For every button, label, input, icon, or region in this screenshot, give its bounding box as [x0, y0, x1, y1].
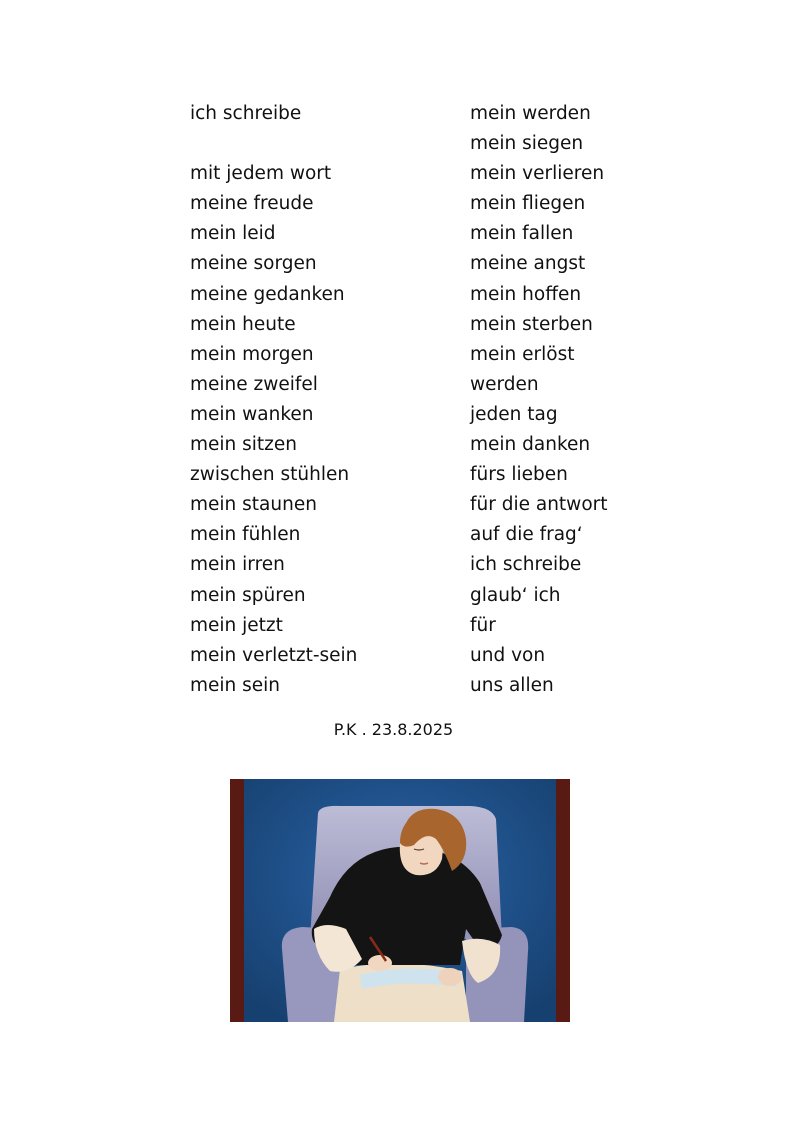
- poem-line: meine freude: [190, 193, 314, 215]
- poem-line: mein fühlen: [190, 524, 301, 546]
- poem-line: meine gedanken: [190, 283, 345, 305]
- poem-line: fürs lieben: [470, 464, 568, 486]
- hand-left: [368, 955, 392, 971]
- poem-line: und von: [470, 644, 546, 666]
- poem-line: für die antwort: [470, 494, 608, 516]
- poem-line: meine angst: [470, 253, 586, 275]
- poem-line: ich schreibe: [190, 103, 302, 124]
- poem-line: mein heute: [190, 313, 296, 335]
- poem-line: mein leid: [190, 223, 276, 245]
- poem-line: mein fallen: [470, 223, 574, 245]
- poem-line: mein erlöst: [470, 343, 575, 365]
- poem-line: zwischen stühlen: [190, 464, 350, 486]
- poem-line: mit jedem wort: [190, 163, 332, 185]
- poem-line: mein wanken: [190, 403, 314, 425]
- poem-line: mein verlieren: [470, 163, 605, 185]
- painting-woman-writing: [230, 779, 570, 1022]
- poem-column-left: [190, 99, 440, 701]
- poem-line: mein siegen: [470, 133, 584, 155]
- poem-line: jeden tag: [470, 403, 558, 425]
- signature-date: P.K . 23.8.2025: [333, 720, 454, 739]
- poem-line: mein morgen: [190, 343, 314, 365]
- poem-line: mein hoffen: [470, 283, 582, 305]
- poem-line: meine zweifel: [190, 373, 318, 395]
- poem-line: mein sitzen: [190, 434, 297, 456]
- poem-line: mein danken: [470, 434, 591, 456]
- poem-line: für: [470, 614, 496, 636]
- poem-line: mein verletzt-sein: [190, 644, 358, 666]
- poem-line: ich schreibe: [470, 554, 582, 576]
- hand-right: [438, 968, 462, 986]
- poem-line: mein jetzt: [190, 614, 283, 636]
- poem-line: glaub‘ ich: [470, 584, 561, 606]
- poem-line: werden: [470, 373, 539, 395]
- poem-line: mein sein: [190, 674, 281, 696]
- poem-line: mein spüren: [190, 584, 306, 606]
- poem-column-right: [470, 99, 720, 701]
- poem-line: [190, 129, 440, 159]
- poem-line: uns allen: [470, 674, 554, 696]
- poem-line: mein staunen: [190, 494, 317, 516]
- poem-line: meine sorgen: [190, 253, 317, 275]
- painting-image: [230, 779, 570, 1022]
- poem-line: mein irren: [190, 554, 285, 576]
- poem-line: mein werden: [470, 103, 591, 124]
- poem-line: mein sterben: [470, 313, 593, 335]
- poem-line: mein fliegen: [470, 193, 586, 215]
- poem-line: auf die frag‘: [470, 524, 583, 546]
